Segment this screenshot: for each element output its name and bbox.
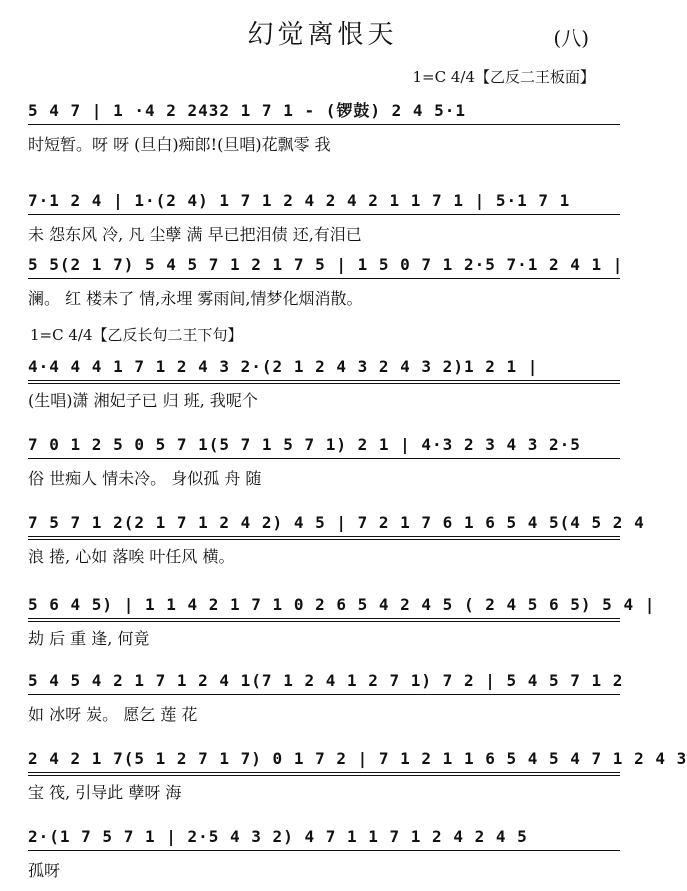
notation-line: 2 4 2 1 7(5 1 2 7 1 7) 0 1 7 2 | 7 1 2 1 1 6 5 4 5 4 7 1 2 4 3 (28, 749, 687, 768)
underline (28, 618, 620, 619)
underline (28, 775, 620, 776)
underline (28, 383, 620, 384)
underline (28, 124, 620, 125)
underline (28, 621, 620, 622)
notation-line: 5 6 4 5) | 1 1 4 2 1 7 1 0 2 6 5 4 2 4 5 ( 2 4 5 6 5) 5 4 | (28, 595, 656, 614)
underline (28, 380, 620, 381)
lyric-line: 俗 世痴人 情未冷。 身似孤 舟 随 (28, 469, 262, 488)
lyric-line: 澜。 红 楼未了 情,永埋 雾雨间,情梦化烟消散。 (28, 289, 363, 308)
underline (28, 694, 620, 695)
notation-line: 2·(1 7 5 7 1 | 2·5 4 3 2) 4 7 1 1 7 1 2 4 2 4 5 (28, 827, 528, 846)
notation-line: 5 4 7 | 1 ·4 2 2432 1 7 1 - (锣鼓) 2 4 5·1 (28, 101, 467, 120)
underline (28, 539, 620, 540)
underline (28, 214, 620, 215)
notation-line: 7 0 1 2 5 0 5 7 1(5 7 1 5 7 1) 2 1 | 4·3 2 3 4 3 2·5 (28, 435, 581, 454)
notation-line: 7 5 7 1 2(2 1 7 1 2 4 2) 4 5 | 7 2 1 7 6 1 6 5 4 5(4 5 2 4 (28, 513, 645, 532)
lyric-line: 浪 捲, 心如 落唉 叶任风 横。 (28, 547, 235, 566)
notation-line: 5 5(2 1 7) 5 4 5 7 1 2 1 7 5 | 1 5 0 7 1 2·5 7·1 2 4 1 | (28, 255, 624, 274)
underline (28, 850, 620, 851)
lyric-line: 未 怨东风 冷, 凡 尘孽 满 早已把泪债 还,有泪已 (28, 225, 362, 244)
lyric-line: (生唱)潇 湘妃子已 归 班, 我呢个 (28, 391, 258, 410)
notation-line: 5 4 5 4 2 1 7 1 2 4 1(7 1 2 4 1 2 7 1) 7 2 | 5 4 5 7 1 2 (28, 671, 624, 690)
section-heading: 1=C 4/4【乙反长句二王下句】 (30, 326, 243, 344)
underline (28, 772, 620, 773)
song-title: 幻觉离恨天 (247, 20, 398, 50)
lyric-line: 宝 筏, 引导此 孽呀 海 (28, 783, 182, 802)
notation-line: 7·1 2 4 | 1·(2 4) 1 7 1 2 4 2 4 2 1 1 7 1 | 5·1 7 1 (28, 191, 571, 210)
underline (28, 278, 620, 279)
lyric-line: 如 冰呀 炭。 愿乞 莲 花 (28, 705, 198, 724)
lyric-line: 时短暂。呀 呀 (旦白)痴郎!(旦唱)花飘零 我 (28, 135, 331, 154)
lyric-line: 劫 后 重 逢, 何竟 (28, 629, 150, 648)
lyric-line: 孤呀 (28, 861, 61, 880)
underline (28, 536, 620, 537)
notation-line: 4·4 4 4 1 7 1 2 4 3 2·(2 1 2 4 3 2 4 3 2)1 2 1 | (28, 357, 539, 376)
key-signature: 1=C 4/4【乙反二王板面】 (412, 68, 595, 86)
part-number: (八) (553, 26, 589, 50)
underline (28, 458, 620, 459)
